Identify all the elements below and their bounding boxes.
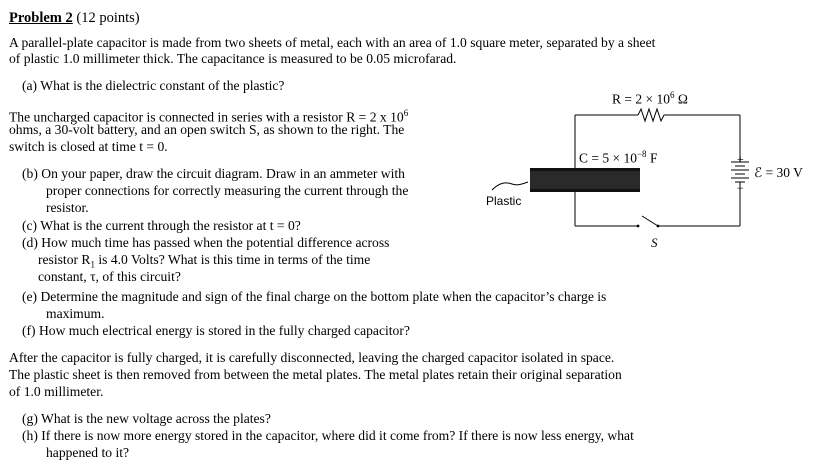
intro-line-2: of plastic 1.0 millimeter thick. The capacitance is measured to be 0.05 microfarad.: [9, 51, 457, 66]
part-d-line-2-b: is 4.0 Volts? What is this time in terms of the time: [94, 252, 371, 267]
plastic-dielectric: [530, 171, 640, 189]
resistor-label-text: R = 2 × 10: [612, 91, 670, 107]
battery-label: ℰ = 30 V: [754, 165, 803, 180]
resistor-zigzag: [638, 109, 664, 121]
switch-label: S: [651, 235, 658, 250]
part-d-line-1: (d) How much time has passed when the potential difference across: [22, 235, 390, 250]
switch-contact-right: [657, 225, 660, 228]
part-f: (f) How much electrical energy is stored in the fully charged capacitor?: [22, 323, 410, 338]
intro-line-1: A parallel-plate capacitor is made from two sheets of metal, each with an area of 1.0 square meter, separated by a sheet: [9, 35, 656, 50]
capacitor-label: [579, 146, 657, 167]
part-g: (g) What is the new voltage across the plates?: [22, 411, 271, 426]
setup-line-1-text: The uncharged capacitor is connected in series with a resistor R = 2 x 10: [9, 109, 404, 125]
capacitor-exponent: −8: [636, 149, 647, 159]
problem-title: [9, 10, 140, 26]
part-b-line-3: resistor.: [46, 200, 89, 215]
plastic-pointer: [492, 182, 528, 190]
resistor-unit: Ω: [674, 91, 688, 107]
switch-blade: [642, 216, 658, 226]
battery-minus: −: [737, 181, 744, 195]
switch-contact-left: [637, 225, 640, 228]
part-b-line-2: proper connections for correctly measuring the current through the: [46, 183, 409, 198]
capacitor-label-text: C = 5 × 10: [579, 150, 637, 166]
after-line-1: After the capacitor is fully charged, it is carefully disconnected, leaving the charged capacitor isolated in space.: [9, 350, 615, 365]
resistor-label: [612, 87, 688, 108]
part-h-line-2: happened to it?: [46, 445, 130, 460]
part-d-line-2-a: resistor R: [38, 252, 91, 267]
problem-points: (12 points): [76, 10, 140, 26]
after-line-3: of 1.0 millimeter.: [9, 384, 104, 399]
setup-line-2: ohms, a 30-volt battery, and an open switch S, as shown to the right. The: [9, 122, 405, 137]
setup-exponent: 6: [403, 108, 409, 118]
part-b-line-1: (b) On your paper, draw the circuit diagram. Draw in an ammeter with: [22, 166, 405, 181]
part-e-line-1: (e) Determine the magnitude and sign of the final charge on the bottom plate when the capacitor’s charge is: [22, 289, 607, 304]
problem-heading: Problem 2: [9, 10, 73, 26]
plastic-label: Plastic: [486, 194, 522, 208]
part-c: (c) What is the current through the resistor at t = 0?: [22, 218, 301, 233]
part-d-line-3: constant, τ, of this circuit?: [38, 269, 181, 284]
resistor-exponent: 6: [669, 90, 675, 100]
part-h-line-1: (h) If there is now more energy stored in the capacitor, where did it come from? If there is now less energy, what: [22, 428, 634, 443]
battery-plus: +: [737, 152, 744, 166]
after-line-2: The plastic sheet is then removed from between the metal plates. The metal plates retain their original separation: [9, 367, 622, 382]
part-a: (a) What is the dielectric constant of the plastic?: [22, 78, 285, 93]
setup-line-3: switch is closed at time t = 0.: [9, 139, 168, 154]
part-d-subscript: 1: [90, 259, 95, 270]
part-e-line-2: maximum.: [46, 306, 105, 321]
capacitor-unit: F: [646, 150, 658, 166]
